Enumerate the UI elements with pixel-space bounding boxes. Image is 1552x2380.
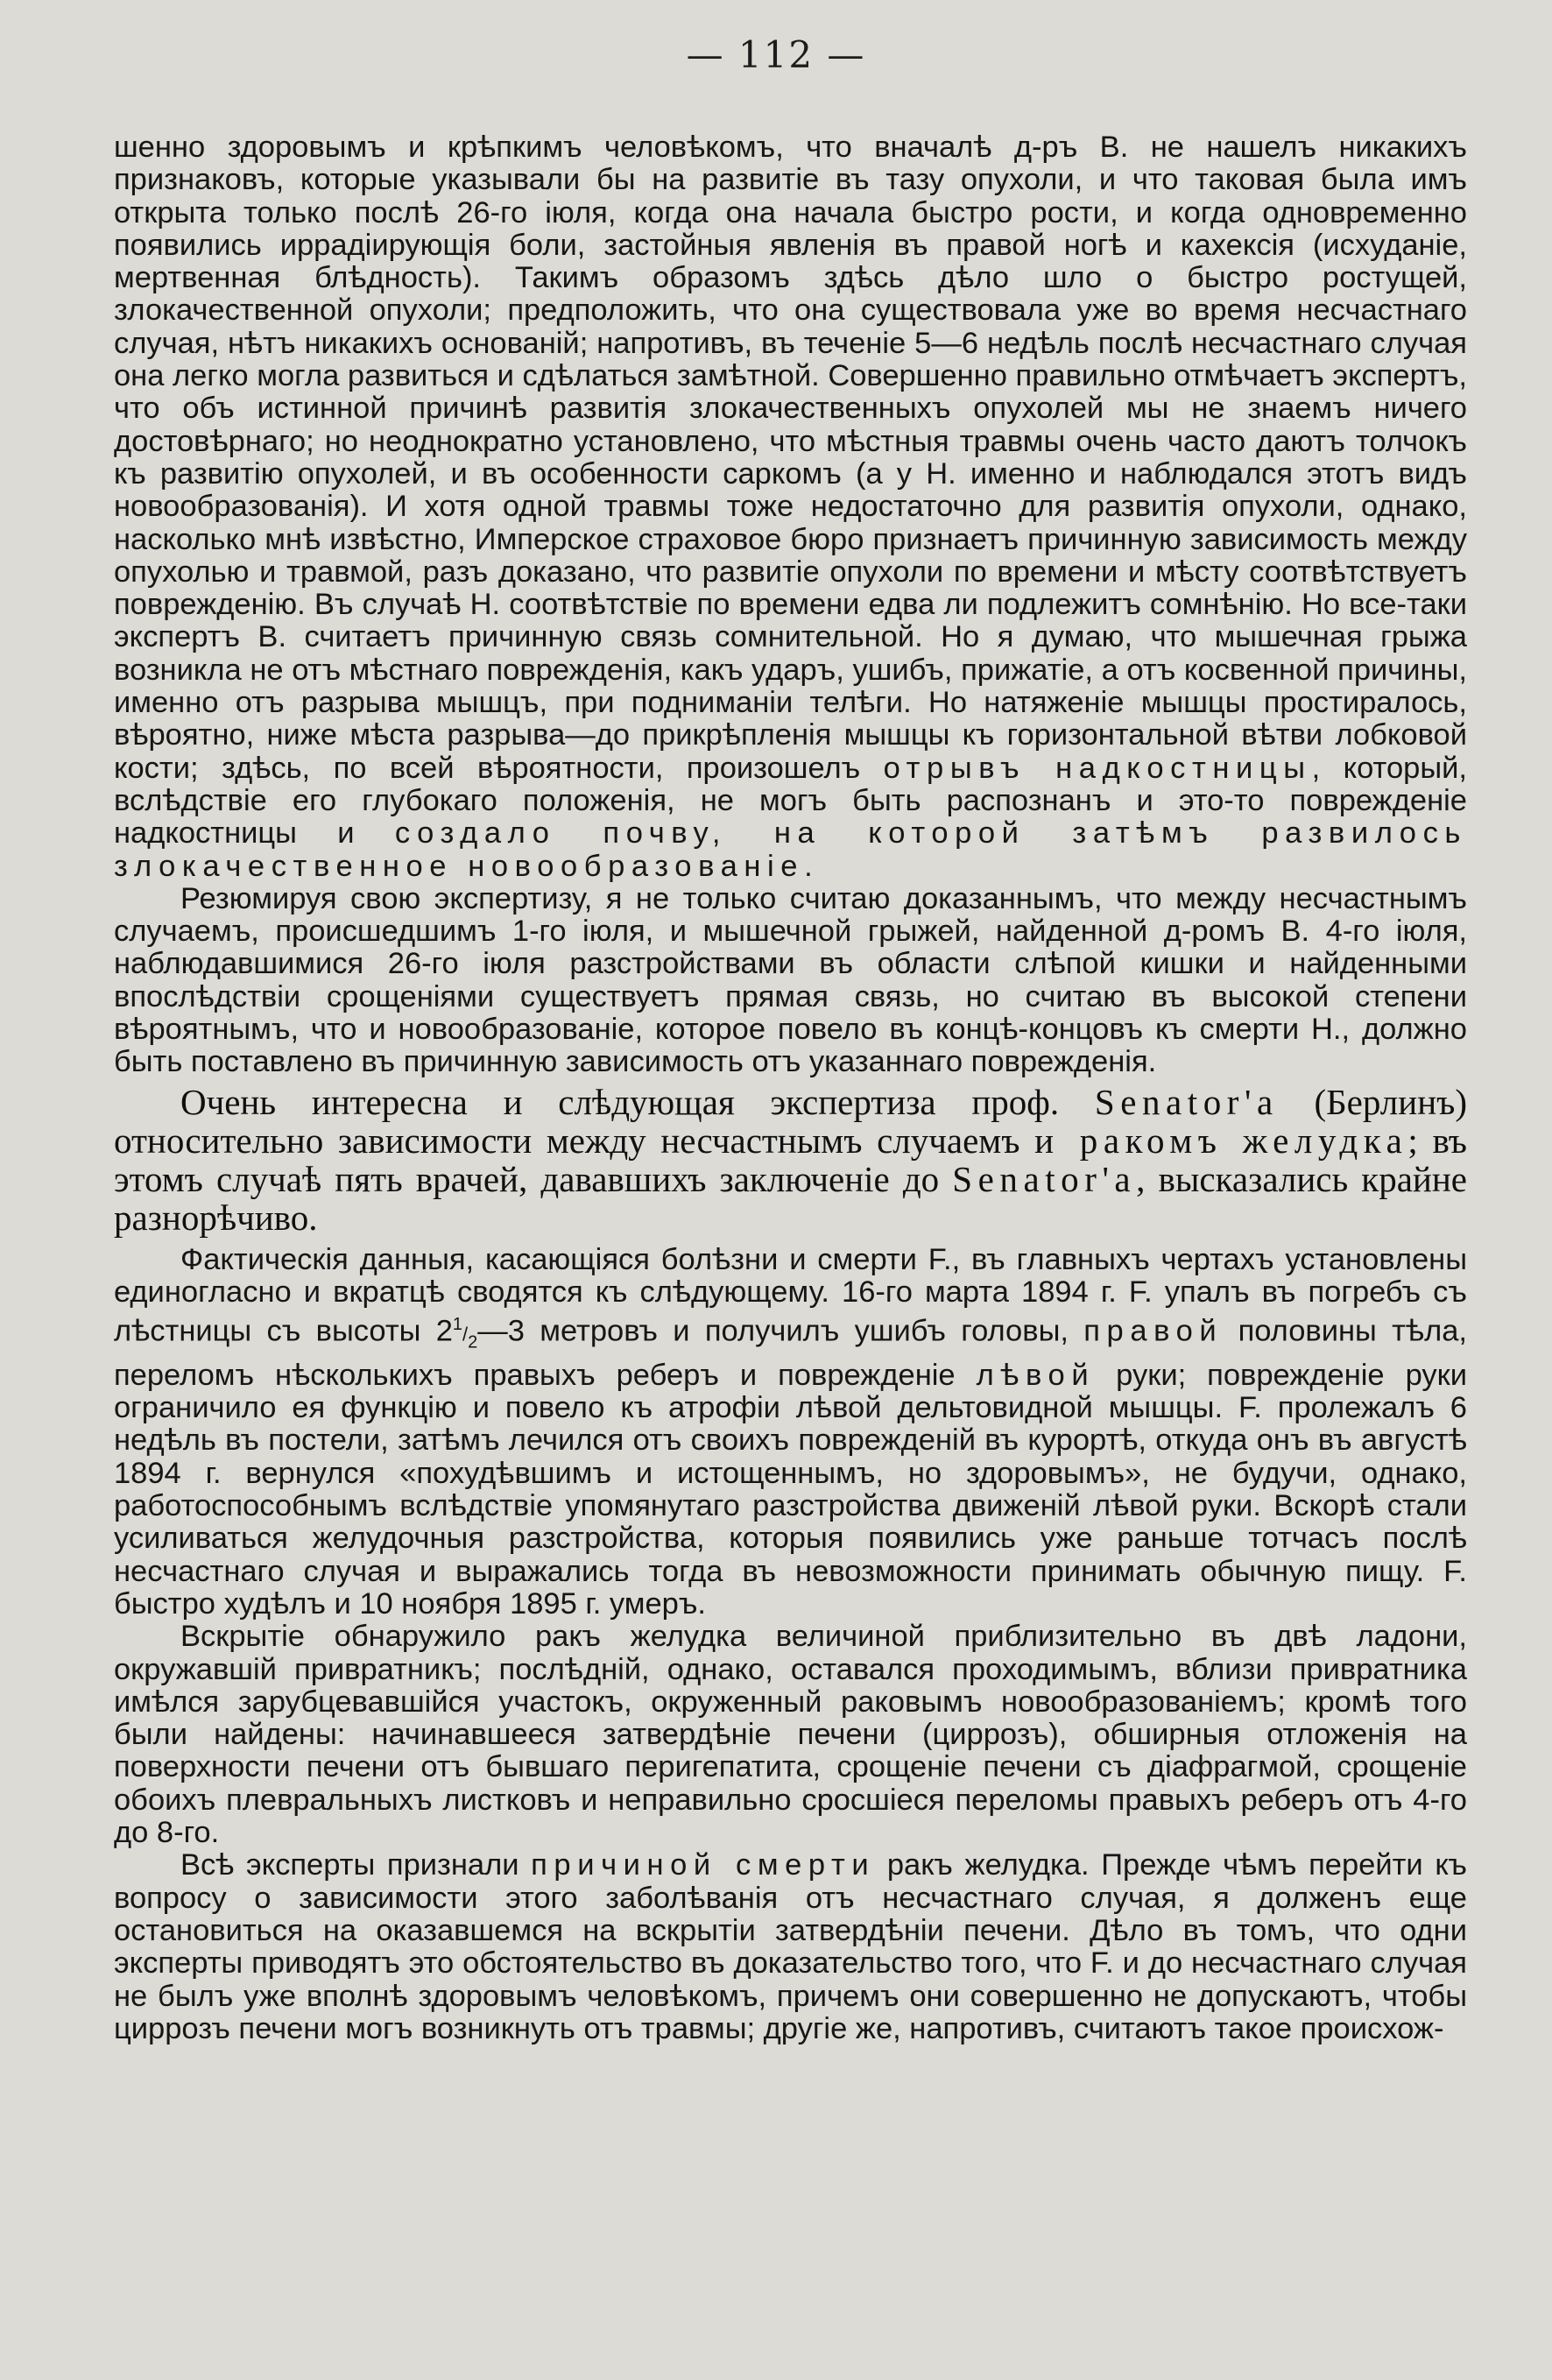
- emphasis-spaced: лѣвой: [976, 1358, 1096, 1392]
- emphasis-spaced: создало почву, на которой затѣмъ развилось злокачественное новообразованіе: [114, 816, 1467, 883]
- text-run: половины тѣла, переломъ нѣсколькихъ правыхъ реберъ и поврежденіе: [114, 1314, 1467, 1392]
- text-run: —3 метровъ и получилъ ушибъ головы,: [477, 1314, 1084, 1348]
- text-run: .: [804, 849, 813, 883]
- fraction-slash: /: [462, 1323, 469, 1345]
- text-run: руки; поврежденіе руки ограничило ея функцію и повело къ атрофіи лѣвой дельтовидной мышцы. F. пролежалъ 6 недѣль въ постели, затѣмъ лечился отъ своихъ поврежденій въ курортѣ, откуда онъ въ августѣ 1894 г. вернулся «похудѣвшимъ и истощеннымъ, но здоровымъ», не будучи, однако, работоспособнымъ вслѣдствіе упомянутаго разстройства движеній лѣвой руки. Вскорѣ стали усиливаться желудочныя разстройства, которыя появились уже раньше тотчасъ послѣ несчастнаго случая и выражались тогда въ невозможности принимать обычную пищу. F. быстро худѣлъ и 10 ноября 1895 г. умеръ.: [114, 1358, 1468, 1621]
- paragraph-autopsy: Вскрытіе обнаружило ракъ желудка величиной приблизительно въ двѣ ладони, окружавшій привратникъ; послѣдній, однако, оставался проходимымъ, вблизи привратника имѣлся зарубцевавшійся участокъ, окруженный раковымъ новообразованіемъ; кромѣ того были найдены: начинавшееся затвердѣніе печени (циррозъ), обширныя отложенія на поверхности печени отъ бывшаго перигепатита, срощеніе печени съ діафрагмой, срощеніе обоихъ плевральныхъ листковъ и неправильно сросшіеся переломы правыхъ реберъ отъ 4-го до 8-го.: [114, 1620, 1467, 1850]
- emphasis-spaced: причиной смерти: [531, 1848, 876, 1882]
- paragraph-continued: [114, 131, 1467, 883]
- fraction-denominator: 2: [468, 1332, 478, 1352]
- page-number: — 112 —: [686, 33, 866, 76]
- text-run: Очень интересна и слѣдующая экспертиза проф.: [180, 1081, 1095, 1122]
- text-run: Фактическія данныя, касающіяся болѣзни и смерти F., въ главныхъ чертахъ установлены единогласно и вкратцѣ сводятся къ слѣдующему. 16-го марта 1894 г. F. упалъ въ погребъ съ лѣстницы съ высоты 2: [114, 1242, 1467, 1348]
- fraction-numerator: 1: [452, 1315, 463, 1335]
- paragraph-case-introduction: [114, 1083, 1467, 1237]
- emphasis-spaced: Senator'a: [1094, 1081, 1279, 1122]
- text-run: , который, вслѣдствіе его глубокаго положенія, не могъ быть распознанъ и это-то поврежденіе надкостницы и: [114, 751, 1467, 851]
- paragraph-summary: Резюмируя свою экспертизу, я не только считаю доказаннымъ, что между несчастнымъ случаемъ, происшедшимъ 1-го іюля, и мышечной грыжей, найденной д-ромъ В. 4-го іюля, наблюдавшимися 26-го іюля разстройствами въ области слѣпой кишки и найденными впослѣдствіи срощеніями существуетъ прямая связь, но считаю въ высокой степени вѣроятнымъ, что и новообразованіе, которое повело въ концѣ-концовъ къ смерти Н., должно быть поставлено въ причинную зависимость отъ указаннаго поврежденія.: [114, 881, 1467, 1079]
- emphasis-spaced: и ракомъ желудка: [1034, 1119, 1408, 1161]
- emphasis-spaced: Senator'a: [952, 1158, 1137, 1199]
- text-run: ракъ желудка. Прежде чѣмъ перейти къ вопросу о зависимости этого заболѣванія отъ несчастнаго случая, я долженъ еще остановиться на оказавшемся на вскрытіи затвердѣніи печени. Дѣло въ томъ, что одни эксперты приводятъ это обстоятельство въ доказательство того, что F. и до несчастнаго случая не былъ уже вполнѣ здоровымъ человѣкомъ, причемъ они совершенно не допускаютъ, чтобы циррозъ печени могъ возникнуть отъ травмы; другіе же, напротивъ, считаютъ такое происхож-: [114, 1848, 1467, 2045]
- paragraph-facts: [114, 1244, 1467, 1621]
- emphasis-spaced: отрывъ надкостницы: [883, 751, 1312, 785]
- text-run: шенно здоровымъ и крѣпкимъ человѣкомъ, что вначалѣ д-ръ В. не нашелъ никакихъ признаковъ, которые указывали бы на развитіе въ тазу опухоли, и что таковая была имъ открыта только послѣ 26-го іюля, когда она начала быстро рости, и когда одновременно появились иррадіирующія боли, застойныя явленія въ правой ногѣ и кахексія (исхуданіе, мертвенная блѣдность). Такимъ образомъ здѣсь дѣло шло о быстро ростущей, злокачественной опухоли; предположить, что она существовала уже во время несчастнаго случая, нѣтъ никакихъ основаній; напротивъ, въ теченіе 5—6 недѣль послѣ несчастнаго случая она легко могла развиться и сдѣлаться замѣтной. Совершенно правильно отмѣчаетъ экспертъ, что объ истинной причинѣ развитія злокачественныхъ опухолей мы не знаемъ ничего достовѣрнаго; но неоднократно установлено, что мѣстныя травмы очень часто даютъ толчокъ къ развитію опухолей, и въ особенности саркомъ (а у Н. именно и наблюдался этотъ видъ новообразованія). И хотя одной травмы тоже недостаточно для развитія опухоли, однако, насколько мнѣ извѣстно, Имперское страховое бюро признаетъ причинную зависимость между опухолью и травмой, разъ доказано, что развитіе опухоли по времени и мѣсту соотвѣтствуетъ поврежденію. Въ случаѣ Н. соотвѣтствіе по времени едва ли подлежитъ сомнѣнію. Но все-таки экспертъ В. считаетъ причинную связь сомнительной. Но я думаю, что мышечная грыжа возникла не отъ мѣстнаго поврежденія, какъ ударъ, ушибъ, прижатіе, а отъ косвенной причины, именно отъ разрыва мышцъ, при подниманіи телѣги. Но натяженіе мышцы простиралось, вѣроятно, ниже мѣста разрыва—до прикрѣпленія мышцы къ горизонтальной вѣтви лобковой кости; здѣсь, по всей вѣроятности, произошелъ: [114, 131, 1467, 785]
- text-run: , высказались крайне разнорѣчиво.: [114, 1158, 1467, 1238]
- page-body: [114, 131, 1467, 2045]
- text-run: Всѣ эксперты признали: [180, 1848, 532, 1882]
- emphasis-spaced: правой: [1083, 1314, 1224, 1348]
- text-run: (Берлинъ) относительно зависимости между несчастнымъ случаемъ: [114, 1081, 1467, 1161]
- text-run: ; въ этомъ случаѣ пять врачей, дававшихъ заключеніе до: [114, 1119, 1467, 1199]
- paragraph-cause-of-death: [114, 1849, 1467, 2045]
